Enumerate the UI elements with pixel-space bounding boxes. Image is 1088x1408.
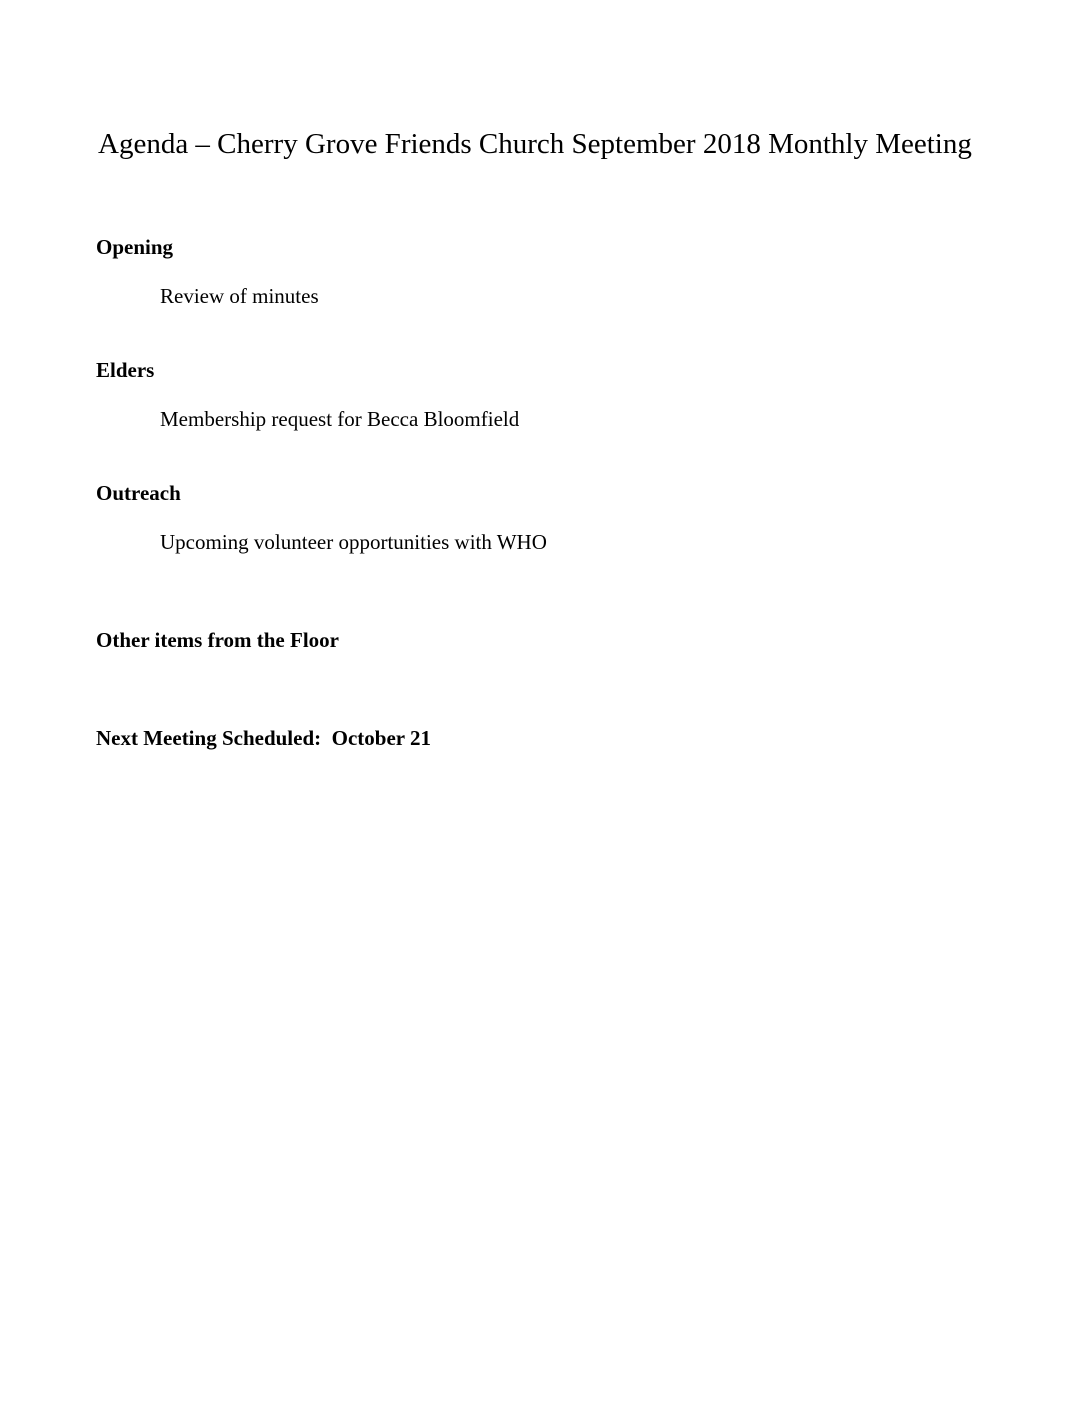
agenda-item: Membership request for Becca Bloomfield xyxy=(160,407,520,431)
next-meeting: Next Meeting Scheduled: October 21 xyxy=(96,726,431,750)
page-title: Agenda – Cherry Grove Friends Church September 2018 Monthly Meeting xyxy=(98,128,972,160)
agenda-item: Review of minutes xyxy=(160,284,319,308)
section-heading: Other items from the Floor xyxy=(96,628,339,652)
section-heading: Opening xyxy=(96,235,174,259)
agenda-item: Upcoming volunteer opportunities with WHO xyxy=(160,530,547,554)
section-heading: Elders xyxy=(96,358,155,382)
section-heading: Outreach xyxy=(96,481,181,505)
